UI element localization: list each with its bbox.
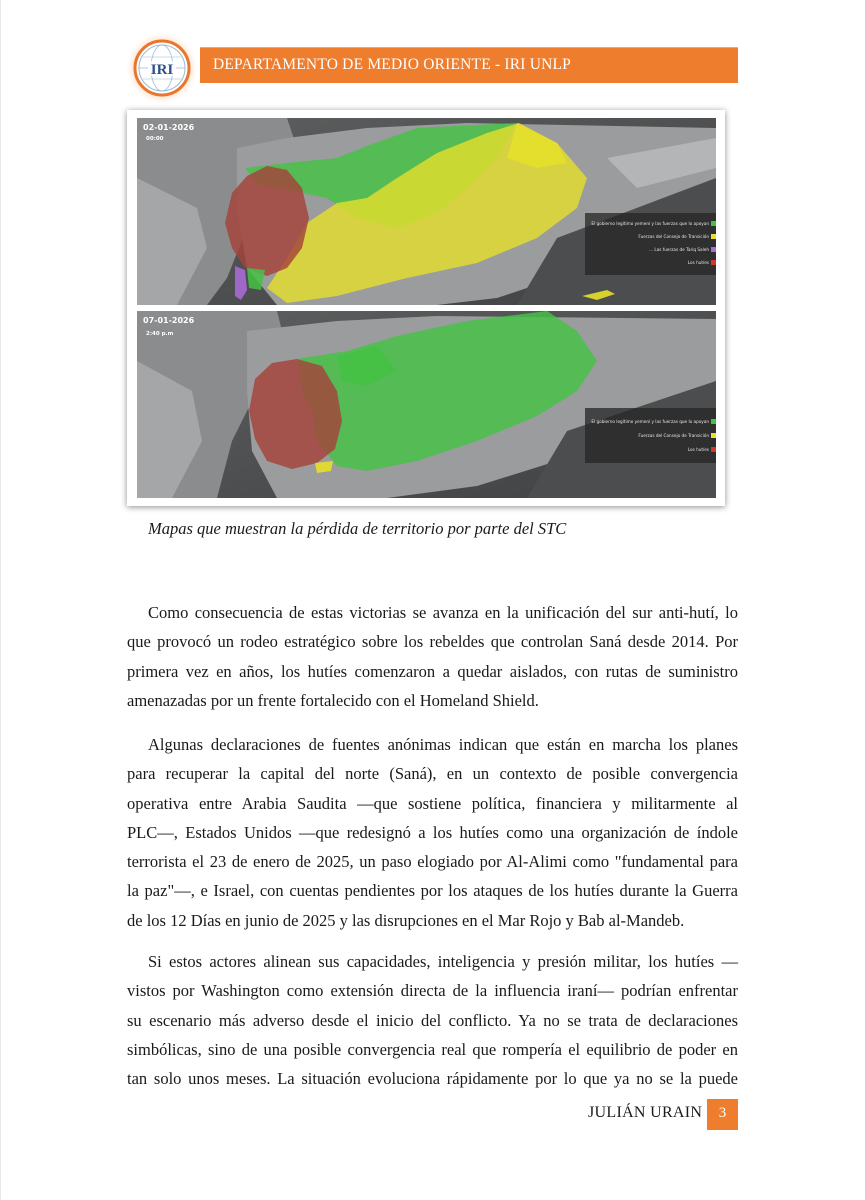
- paragraph-line: la paz"—, e Israel, con cuentas pendientes por los ataques de los hutíes durante la Guerra: [127, 881, 738, 901]
- footer-author: JULIÁN URAIN: [588, 1104, 703, 1121]
- map-figure: [127, 110, 725, 506]
- paragraph-line: Algunas declaraciones de fuentes anónimas indican que están en marcha los planes: [148, 735, 738, 754]
- paragraph-line: simbólicas, sino de una posible convergencia real que rompería el equilibrio de poder en: [127, 1039, 738, 1059]
- legend-item: Los hutíes: [687, 447, 709, 452]
- legend-item: Los hutíes: [687, 260, 709, 265]
- map-bottom: [137, 311, 716, 498]
- paragraph-line: que provocó un rodeo estratégico sobre los rebeldes que controlan Saná desde 2014. Por: [127, 632, 738, 652]
- paragraph: [127, 598, 738, 715]
- paragraph-line: amenazadas por un frente fortalecido con el Homeland Shield.: [127, 690, 539, 710]
- paragraph-line: de los 12 Días en junio de 2025 y las disrupciones en el Mar Rojo y Bab al-Mandeb.: [127, 910, 685, 930]
- legend-item: El gobierno legítimo yemení y las fuerzas que lo apoyan: [591, 419, 709, 424]
- paragraph-line: primera vez en años, los hutíes comenzaron a quedar aislados, con rutas de suministro: [127, 661, 738, 681]
- paragraph-line: su escenario más adverso desde el inicio del conflicto. Ya no se trata de declaraciones: [127, 1010, 738, 1030]
- map-top-legend: [585, 213, 716, 275]
- legend-item: El gobierno legítimo yemení y las fuerzas que lo apoyan: [591, 221, 709, 226]
- paragraph-line: operativa entre Arabia Saudita —que sostiene política, financiera y militarmente al: [127, 793, 738, 813]
- logo-text: IRI: [150, 62, 174, 78]
- paragraph-line: terrorista el 23 de enero de 2025, un paso elogiado por Al-Alimi como "fundamental para: [127, 852, 738, 872]
- map-bottom-time: 2:40 p.m: [146, 331, 174, 337]
- map-top-date: 02-01-2026: [143, 123, 195, 132]
- figure-caption: Mapas que muestran la pérdida de territorio por parte del STC: [148, 519, 567, 538]
- paragraph-line: Como consecuencia de estas victorias se avanza en la unificación del sur anti-hutí, lo: [148, 603, 738, 622]
- header-title: DEPARTAMENTO DE MEDIO ORIENTE - IRI UNLP: [213, 56, 572, 73]
- map-top-time: 00:00: [146, 136, 164, 142]
- paragraph-line: tan solo unos meses. La situación evoluciona rápidamente por lo que ya no se la puede: [127, 1069, 738, 1089]
- map-bottom-legend: [585, 408, 716, 463]
- paragraph-line: para recuperar la capital del norte (Saná), en un contexto de posible convergencia: [127, 764, 738, 784]
- map-bottom-date: 07-01-2026: [143, 316, 195, 325]
- iri-logo: [124, 30, 200, 106]
- paragraph: [127, 730, 738, 935]
- paragraph-line: Si estos actores alinean sus capacidades, inteligencia y presión militar, los hutíes —: [148, 952, 738, 971]
- legend-item: ... Las fuerzas de Tariq Saleh: [649, 247, 709, 252]
- page-number: 3: [718, 1105, 727, 1121]
- paragraph: [127, 947, 738, 1093]
- legend-item: Fuerzas del Consejo de Transición: [638, 433, 709, 438]
- paragraph-line: vistos por Washington como extensión directa de la influencia iraní— podrían enfrentar: [127, 981, 738, 1001]
- map-top: [137, 118, 716, 305]
- page-number-badge: [707, 1099, 738, 1130]
- header-bar: [200, 47, 738, 83]
- legend-item: Fuerzas del Consejo de Transición: [638, 234, 709, 239]
- paragraph-line: PLC—, Estados Unidos —que redesignó a los hutíes como una organización de índole: [127, 822, 738, 842]
